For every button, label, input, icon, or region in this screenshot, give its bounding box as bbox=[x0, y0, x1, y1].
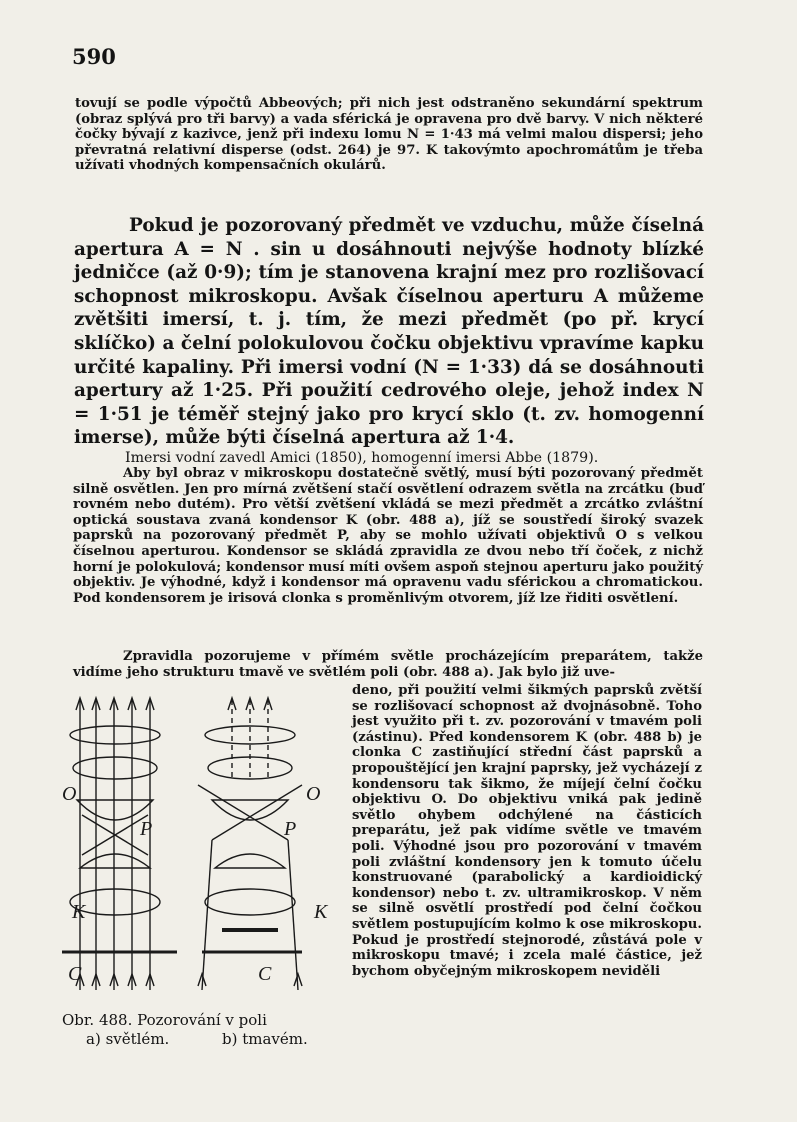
label-P-left: P bbox=[140, 818, 153, 840]
bright-field-intro: Zpravidla pozorujeme v přímém světle procházejícím preparátem, takže vidíme jeho strukturu tmavě ve světlém poli (obr. 488 a). Jak bylo již uve- bbox=[73, 649, 703, 680]
right-column: deno, při použití velmi šikmých paprsků zvětší se rozlišovací schopnost až dvojnásobně. Toho jest využito při t. zv. pozorování v tmavém poli (zástinu). Před kondensorem K (obr. 488 b) je clonka C zastiňující střední část paprsků a propouštějící jen krajní paprsky, jež vycházejí z kondensoru tak šikmo, že míjejí čelní čočku objektivu O. Do objektivu vniká pak jedině světlo ohybem odchýlené na částicích preparátu, jež pak vidíme světle ve tmavém poli. Výhodné jsou pro pozorování v tmavém poli zvláštní kondensory jen k tomuto účelu konstruované (parabolický a kardioidický kondensor) nebo t. zv. ultramikroskop. V něm se silně osvětlí prostředí pod čelní čočkou světlem postupujícím kolmo k ose mikroskopu. Pokud je prostředí stejnorodé, zůstává pole v mikroskopu tmavé; i zcela malé částice, jež bychom obyčejným mikroskopem neviděli bbox=[352, 683, 702, 979]
label-C-left: C bbox=[68, 963, 82, 985]
label-O-right: O bbox=[306, 783, 321, 805]
dark-field-diagram bbox=[198, 698, 302, 990]
label-K-left: K bbox=[72, 901, 86, 923]
figure-488 bbox=[62, 690, 337, 1010]
page-number: 590 bbox=[72, 44, 116, 69]
history-line: Imersi vodní zavedl Amici (1850), homogenní imersi Abbe (1879). bbox=[125, 450, 599, 466]
figure-caption-b: b) tmavém. bbox=[222, 1030, 308, 1048]
label-P-right: P bbox=[284, 818, 297, 840]
condensor-paragraph: Aby byl obraz v mikroskopu dostatečně světlý, musí býti pozorovaný předmět silně osvětlen. Jen pro mírná zvětšení stačí osvětlení odrazem světla na zrcátku (buď rovném nebo dutém). Pro větší zvětšení vkládá se mezi předmět a zrcátko zvláštní optická soustava zvaná kondensor K (obr. 488 a), jíž se soustředí široký svazek paprsků na pozorovaný předmět P, aby se mohlo užívati objektivů O s velkou číselnou aperturou. Kondensor se skládá zpravidla ze dvou nebo tří čoček, z nichž horní je polokulová; kondensor musí míti ovšem aspoň stejnou aperturu jako použitý objektiv. Je výhodné, když i kondensor má opravenu vadu sférickou a chromatickou. Pod kondensorem je irisová clonka s proměnlivým otvorem, jíž lze řiditi osvětlení. bbox=[73, 466, 703, 606]
label-C-right: C bbox=[258, 963, 272, 985]
microscope-illumination-diagram bbox=[62, 690, 337, 1010]
label-O-left: O bbox=[62, 783, 77, 805]
top-paragraph: tovují se podle výpočtů Abbeových; při nich jest odstraněno sekundární spektrum (obraz splývá pro tři barvy) a vada sférická je opravena pro dvě barvy. V nich některé čočky bývají z kazivce, jenž při indexu lomu N = 1·43 má velmi malou dispersi; jeho převratná relativní disperse (odst. 264) je 97. K takovýmto apochromátům je třeba užívati vhodných kompensačních okulárů. bbox=[75, 96, 703, 174]
figure-caption: Obr. 488. Pozorování v poli bbox=[62, 1011, 267, 1029]
bright-field-diagram bbox=[62, 698, 177, 990]
label-K-right: K bbox=[314, 901, 328, 923]
figure-caption-a: a) světlém. bbox=[86, 1030, 170, 1048]
large-paragraph: Pokud je pozorovaný předmět ve vzduchu, může číselná apertura A = N . sin u dosáhnouti nejvýše hodnoty blízké jedničce (až 0·9); tím je stanovena krajní mez pro rozlišovací schopnost mikroskopu. Avšak číselnou aperturu A můžeme zvětšiti imersí, t. j. tím, že mezi předmět (po př. krycí sklíčko) a čelní polokulovou čočku objektivu vpravíme kapku určité kapaliny. Při imersi vodní (N = 1·33) dá se dosáhnouti apertury až 1·25. Při použití cedrového oleje, jehož index N = 1·51 je téměř stejný jako pro krycí sklo (t. zv. homogenní imerse), může býti číselná apertura až 1·4. bbox=[74, 215, 704, 449]
